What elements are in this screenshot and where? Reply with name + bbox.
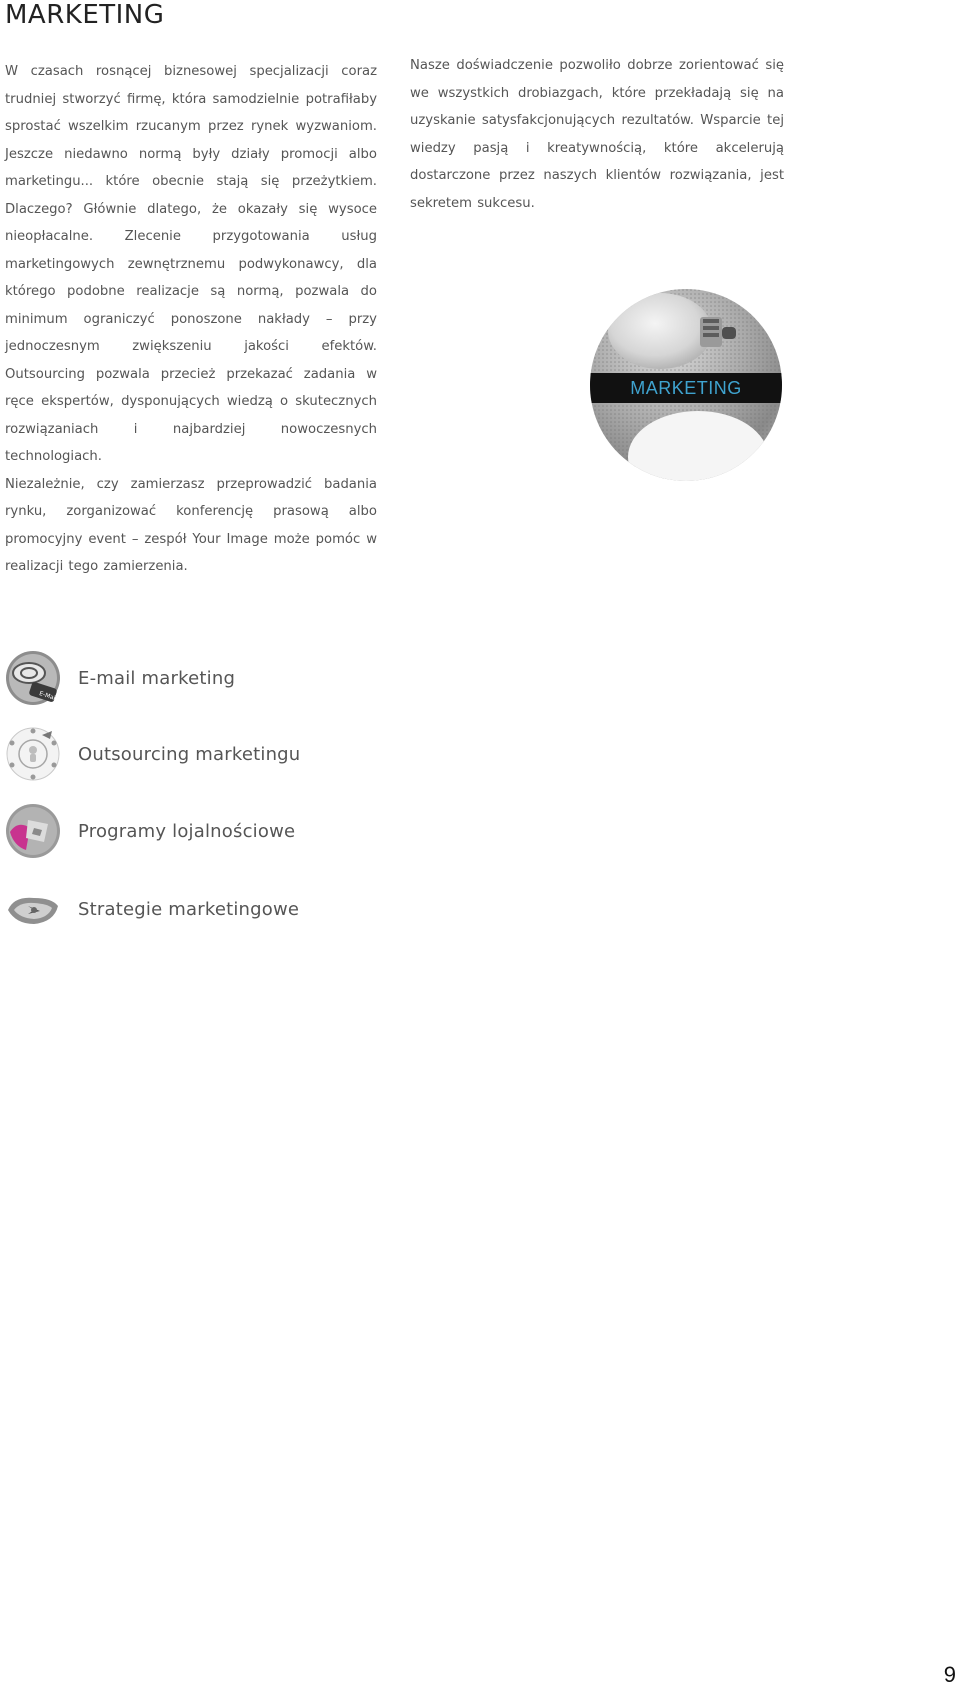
badge-label: MARKETING <box>590 373 782 403</box>
strategy-icon <box>4 880 62 938</box>
page-title: MARKETING <box>5 0 165 30</box>
right-column <box>410 52 784 217</box>
service-label-strategy: Strategie marketingowe <box>78 898 300 920</box>
outsourcing-icon <box>4 725 62 783</box>
svg-text:E-Mail: E-Mail <box>38 690 58 703</box>
email-icon <box>4 649 62 707</box>
service-label-email: E-mail marketing <box>78 667 236 689</box>
page-number: 9 <box>943 1662 956 1687</box>
list-item <box>4 803 404 859</box>
left-column <box>5 58 377 581</box>
list-item <box>4 650 404 706</box>
service-label-outsourcing: Outsourcing marketingu <box>78 743 301 765</box>
list-item <box>4 726 404 782</box>
left-paragraph-1: W czasach rosnącej biznesowej specjalizacji coraz trudniej stworzyć firmę, która samodzielnie potrafiłaby sprostać wszelkim rzucanym przez rynek wyzwaniom. Jeszcze niedawno normą były działy promocji albo marketingu... które obecnie stają się przeżytkiem. Dlaczego? Głównie dlatego, że okazały się wysoce nieopłacalne. Zlecenie przygotowania usług marketingowych zewnętrznemu podwykonawcy, dla którego podobne realizacje są normą, pozwala do minimum ograniczyć ponoszone nakłady – przy jednoczesnym zwiększeniu jakości efektów. Outsourcing pozwala przecież przekazać zadania w ręce ekspertów, dysponujących wiedzą o skutecznych rozwiązaniach i najbardziej nowoczesnych technologiach. <box>5 64 377 464</box>
list-item <box>4 881 404 937</box>
right-paragraph-1: Nasze doświadczenie pozwoliło dobrze zorientować się we wszystkich drobiazgach, które przekładają się na uzyskanie satysfakcjonujących rezultatów. Wsparcie tej wiedzy pasją i kreatywnością, które akcelerują dostarczone przez naszych klientów rozwiązania, jest sekretem sukcesu. <box>410 58 784 211</box>
marketing-badge-image <box>590 289 782 481</box>
loyalty-icon <box>4 802 62 860</box>
service-label-loyalty: Programy lojalnościowe <box>78 820 296 842</box>
left-paragraph-2: Niezależnie, czy zamierzasz przeprowadzić badania rynku, zorganizować konferencję prasową albo promocyjny event – zespół Your Image może pomóc w realizacji tego zamierzenia. <box>5 476 377 574</box>
